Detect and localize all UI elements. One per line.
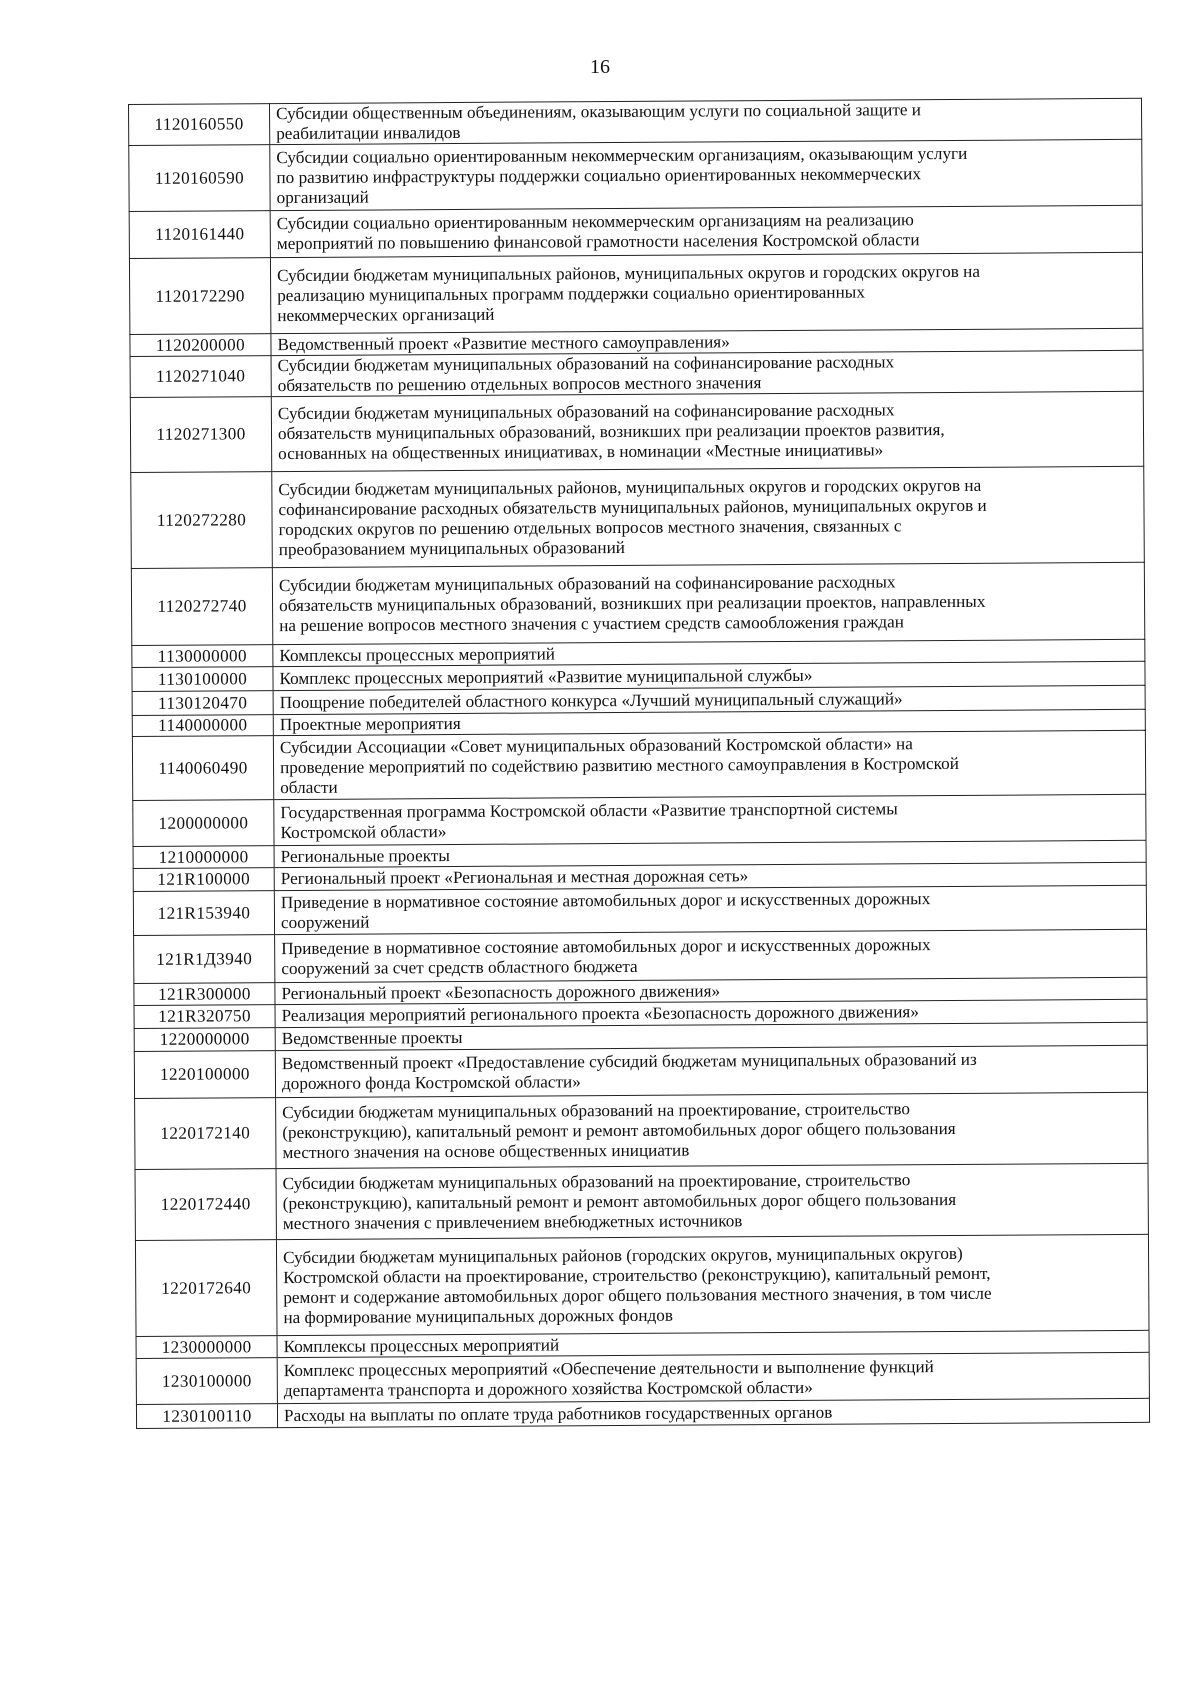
description-line: обязательств муниципальных образований, возникших при реализации проектов, направленных	[279, 591, 986, 616]
budget-code: 1140000000	[132, 715, 273, 737]
description-line: департамента транспорта и дорожного хозяйства Костромской области»	[283, 1377, 813, 1400]
budget-code: 1120200000	[130, 334, 271, 357]
description-line: ремонт и содержание автомобильных дорог общего пользования местного значения, в том числе	[283, 1283, 992, 1307]
description-line: некоммерческих организаций	[277, 304, 495, 325]
budget-classification-table	[128, 98, 1150, 1429]
budget-code: 1230100000	[136, 1358, 277, 1405]
budget-code: 1120160550	[129, 104, 270, 146]
description-line: Субсидии социально ориентированным некоммерческим организациям, оказывающим услуги	[276, 143, 968, 167]
budget-code: 121R100000	[133, 868, 274, 892]
page-number: 16	[590, 56, 610, 78]
budget-code: 1220100000	[134, 1051, 275, 1099]
budget-item-description	[271, 350, 1143, 396]
description-line: городских округов по решению отдельных вопросов местного значения, связанных с	[278, 515, 902, 539]
budget-item-description	[275, 929, 1147, 982]
description-line: организаций	[276, 187, 369, 207]
description-line: мероприятий по повышению финансовой грамотности населения Костромской области	[276, 230, 920, 254]
budget-item-description	[276, 1234, 1149, 1335]
budget-item-description	[276, 1092, 1148, 1168]
description-line: Субсидии Ассоциации «Совет муниципальных образований Костромской области» на	[279, 733, 913, 757]
table-row	[136, 1352, 1149, 1404]
budget-code: 1130000000	[132, 645, 273, 668]
table-row	[133, 885, 1146, 935]
description-line: обязательств муниципальных образований, возникших при реализации проектов развития,	[277, 420, 945, 444]
budget-code: 1120271300	[130, 397, 271, 473]
description-line: Субсидии бюджетам муниципальных районов, муниципальных округов и городских округов на	[276, 261, 980, 285]
budget-item-description	[275, 1045, 1147, 1097]
budget-code: 1120272280	[131, 472, 273, 569]
budget-item-description	[270, 98, 1142, 144]
budget-item-description	[271, 391, 1143, 471]
table-row	[129, 252, 1142, 334]
description-line: по развитию инфраструктуры поддержки социально ориентированных некоммерческих	[276, 163, 921, 187]
budget-item-description	[276, 1163, 1148, 1239]
budget-code: 1120271040	[130, 356, 271, 398]
description-line: Региональный проект «Региональная и местная дорожная сеть»	[280, 866, 749, 889]
description-line: Комплексы процессных мероприятий	[279, 643, 556, 665]
budget-code: 1120160590	[129, 145, 270, 212]
description-line: Субсидии бюджетам муниципальных районов (городских округов, муниципальных округов)	[282, 1243, 963, 1267]
budget-item-description	[277, 1398, 1149, 1427]
budget-item-description	[274, 885, 1146, 934]
description-line: проведение мероприятий по содействию развитию местного самоуправления в Костромской	[279, 753, 959, 777]
description-line: Приведение в нормативное состояние автомобильных дорог и искусственных дорожных	[280, 888, 931, 912]
description-line: на решение вопросов местного значения с участием средств самообложения граждан	[279, 612, 905, 636]
description-line: софинансирование расходных обязательств муниципальных районов, муниципальных округов и	[278, 495, 987, 519]
description-line: Субсидии социально ориентированным некоммерческим организациям на реализацию	[276, 210, 914, 234]
table-row	[129, 139, 1142, 211]
budget-item-description	[272, 466, 1145, 567]
table-row	[135, 1092, 1148, 1169]
budget-code: 1130120470	[132, 691, 273, 716]
description-line: Региональный проект «Безопасность дорожного движения»	[281, 980, 721, 1003]
table-row	[136, 1398, 1149, 1428]
table-row	[130, 391, 1143, 472]
description-line: основанных на общественных инициативах, в номинации «Местные инициативы»	[278, 440, 884, 464]
description-line: Комплекс процессных мероприятий «Развитие муниципальной службы»	[279, 665, 813, 688]
description-line: Ведомственный проект «Предоставление субсидий бюджетам муниципальных образований из	[281, 1049, 977, 1074]
description-line: на формирование муниципальных дорожных фондов	[283, 1305, 674, 1327]
budget-code: 1140060490	[132, 736, 273, 801]
budget-code: 1130100000	[132, 667, 273, 692]
budget-item-description	[270, 205, 1142, 257]
description-line: области	[280, 777, 338, 797]
description-line: Костромской области на проектирование, строительство (реконструкцию), капитальный ремонт,	[283, 1263, 991, 1287]
description-line: Ведомственные проекты	[281, 1027, 463, 1049]
budget-item-description	[270, 252, 1142, 333]
table-row	[129, 98, 1142, 145]
description-line: Субсидии бюджетам муниципальных образований на софинансирование расходных	[278, 572, 896, 596]
description-line: Расходы на выплаты по оплате труда работников государственных органов	[283, 1402, 833, 1425]
table-body	[129, 98, 1150, 1428]
description-line: Комплексы процессных мероприятий	[283, 1334, 560, 1356]
budget-item-description	[273, 730, 1145, 799]
description-line: Реализация мероприятий регионального проекта «Безопасность дорожного движения»	[281, 1002, 919, 1026]
budget-item-description	[270, 139, 1142, 210]
budget-code-sheet	[128, 98, 1150, 1429]
description-line: Ведомственный проект «Развитие местного самоуправления»	[277, 331, 730, 354]
description-line: Государственная программа Костромской области «Развитие транспортной системы	[280, 798, 898, 822]
budget-code: 121R300000	[134, 983, 275, 1006]
budget-code: 1120172290	[129, 258, 270, 335]
description-line: Приведение в нормативное состояние автомобильных дорог и искусственных дорожных	[281, 934, 931, 958]
budget-code: 1210000000	[133, 846, 274, 869]
description-line: Субсидии бюджетам муниципальных образований на софинансирование расходных	[277, 352, 895, 376]
description-line: преобразованием муниципальных образований	[278, 537, 626, 559]
table-row	[131, 562, 1144, 645]
table-row	[133, 794, 1146, 846]
table-row	[135, 1234, 1149, 1336]
description-line: Субсидии бюджетам муниципальных образований на проектирование, строительство	[282, 1099, 910, 1123]
budget-item-description	[272, 562, 1144, 644]
description-line: сооружений	[280, 912, 370, 932]
budget-code: 1220172640	[135, 1240, 277, 1337]
description-line: Проектные мероприятия	[279, 713, 461, 735]
budget-code: 1220172140	[135, 1098, 276, 1170]
table-row	[135, 1163, 1148, 1240]
description-line: Субсидии общественным объединениям, оказывающим услуги по социальной защите и	[276, 100, 922, 124]
table-row	[132, 730, 1145, 800]
description-line: Комплекс процессных мероприятий «Обеспечение деятельности и выполнение функций	[283, 1356, 934, 1380]
description-line: Субсидии бюджетам муниципальных образований на софинансирование расходных	[277, 400, 895, 424]
budget-item-description	[277, 1352, 1149, 1403]
description-line: сооружений за счет средств областного бюджета	[281, 956, 638, 978]
description-line: местного значения с привлечением внебюджетных источников	[282, 1211, 743, 1234]
description-line: Субсидии бюджетам муниципальных районов, муниципальных округов и городских округов на	[278, 475, 982, 499]
budget-code: 121R1Д3940	[134, 935, 275, 984]
description-line: реабилитации инвалидов	[276, 122, 461, 144]
budget-item-description	[274, 794, 1146, 845]
description-line: Субсидии бюджетам муниципальных образований на проектирование, строительство	[282, 1170, 911, 1194]
budget-code: 121R153940	[133, 891, 274, 936]
table-row	[129, 205, 1142, 258]
table-row	[134, 929, 1147, 983]
description-line: Поощрение победителей областного конкурса «Лучший муниципальный служащий»	[279, 688, 903, 712]
budget-code: 1220000000	[134, 1028, 275, 1052]
budget-code: 1230000000	[136, 1336, 277, 1359]
description-line: обязательств по решению отдельных вопросов местного значения	[277, 373, 762, 396]
budget-code: 1120272740	[131, 568, 272, 646]
budget-code: 1220172440	[135, 1169, 276, 1241]
table-row	[134, 1045, 1147, 1098]
description-line: Региональные проекты	[280, 845, 450, 866]
description-line: дорожного фонда Костромской области»	[281, 1072, 581, 1094]
budget-code: 1120161440	[129, 211, 270, 259]
description-line: местного значения на основе общественных инициатив	[282, 1140, 690, 1163]
budget-code: 121R320750	[134, 1005, 275, 1029]
description-line: реализацию муниципальных программ поддержки социально ориентированных	[277, 282, 865, 305]
description-line: (реконструкцию), капитальный ремонт и ремонт автомобильных дорог общего пользования	[282, 1189, 957, 1214]
budget-code: 1200000000	[133, 800, 274, 847]
description-line: (реконструкцию), капитальный ремонт и ремонт автомобильных дорог общего пользования	[282, 1118, 956, 1143]
description-line: Костромской области»	[280, 821, 447, 842]
table-row	[131, 466, 1145, 568]
table-row	[130, 350, 1143, 397]
budget-code: 1230100110	[136, 1404, 277, 1429]
